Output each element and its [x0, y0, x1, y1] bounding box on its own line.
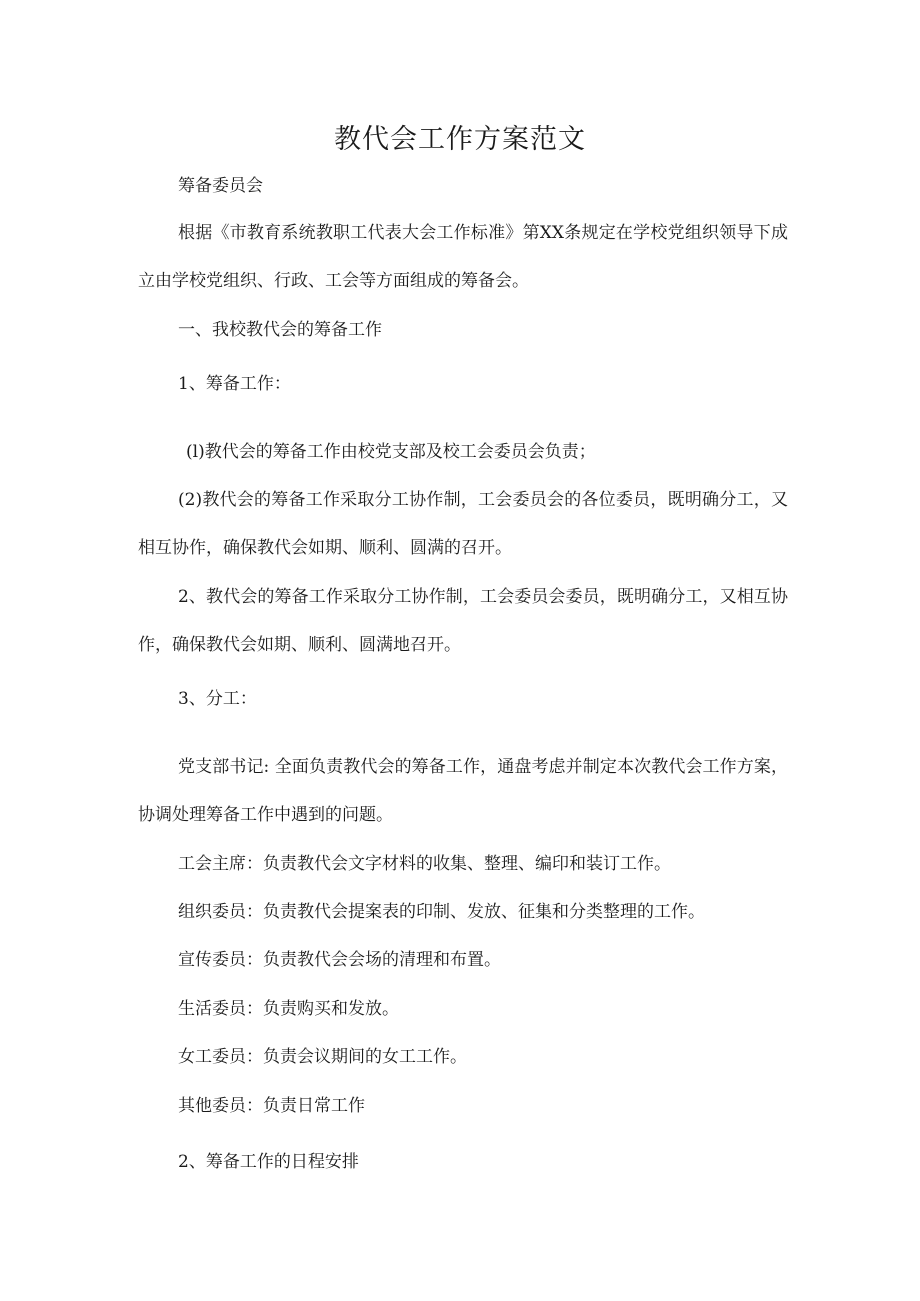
item3-heading: 3、分工：: [178, 689, 257, 709]
section-heading: 筹备委员会: [178, 176, 263, 196]
duty-secretary: 党支部书记: 全面负责教代会的筹备工作，通盘考虑并制定本次教代会工作方案，协调处理筹备工作中遇到的问题。: [138, 757, 788, 825]
duty-publicity: 宣传委员：负责教代会会场的清理和布置。: [178, 950, 501, 970]
schedule-heading: 2、筹备工作的日程安排: [178, 1152, 359, 1172]
document-title: 教代会工作方案范文: [334, 124, 586, 155]
duty-others: 其他委员：负责日常工作: [178, 1096, 365, 1116]
item1-sub2: (2)教代会的筹备工作采取分工协作制，工会委员会的各位委员，既明确分工，又相互协作，确保教代会如期、顺利、圆满的召开。: [138, 490, 788, 558]
item2-paragraph: 2、教代会的筹备工作采取分工协作制，工会委员会委员，既明确分工，又相互协作，确保教代会如期、顺利、圆满地召开。: [138, 587, 788, 655]
duty-chairman: 工会主席：负责教代会文字材料的收集、整理、编印和装订工作。: [178, 854, 671, 874]
duty-organization: 组织委员：负责教代会提案表的印制、发放、征集和分类整理的工作。: [178, 902, 705, 922]
duty-welfare: 生活委员：负责购买和发放。: [178, 999, 399, 1019]
duty-women: 女工委员：负责会议期间的女工工作。: [178, 1047, 467, 1067]
part-one-heading: 一、我校教代会的筹备工作: [178, 320, 382, 340]
intro-paragraph: 根据《市教育系统教职工代表大会工作标准》第XX条规定在学校党组织领导下成立由学校党组织、行政、工会等方面组成的筹备会。: [138, 223, 788, 291]
item1-sub1: (l)教代会的筹备工作由校党支部及校工会委员会负责；: [186, 442, 596, 462]
item1-heading: 1、筹备工作：: [178, 374, 291, 394]
